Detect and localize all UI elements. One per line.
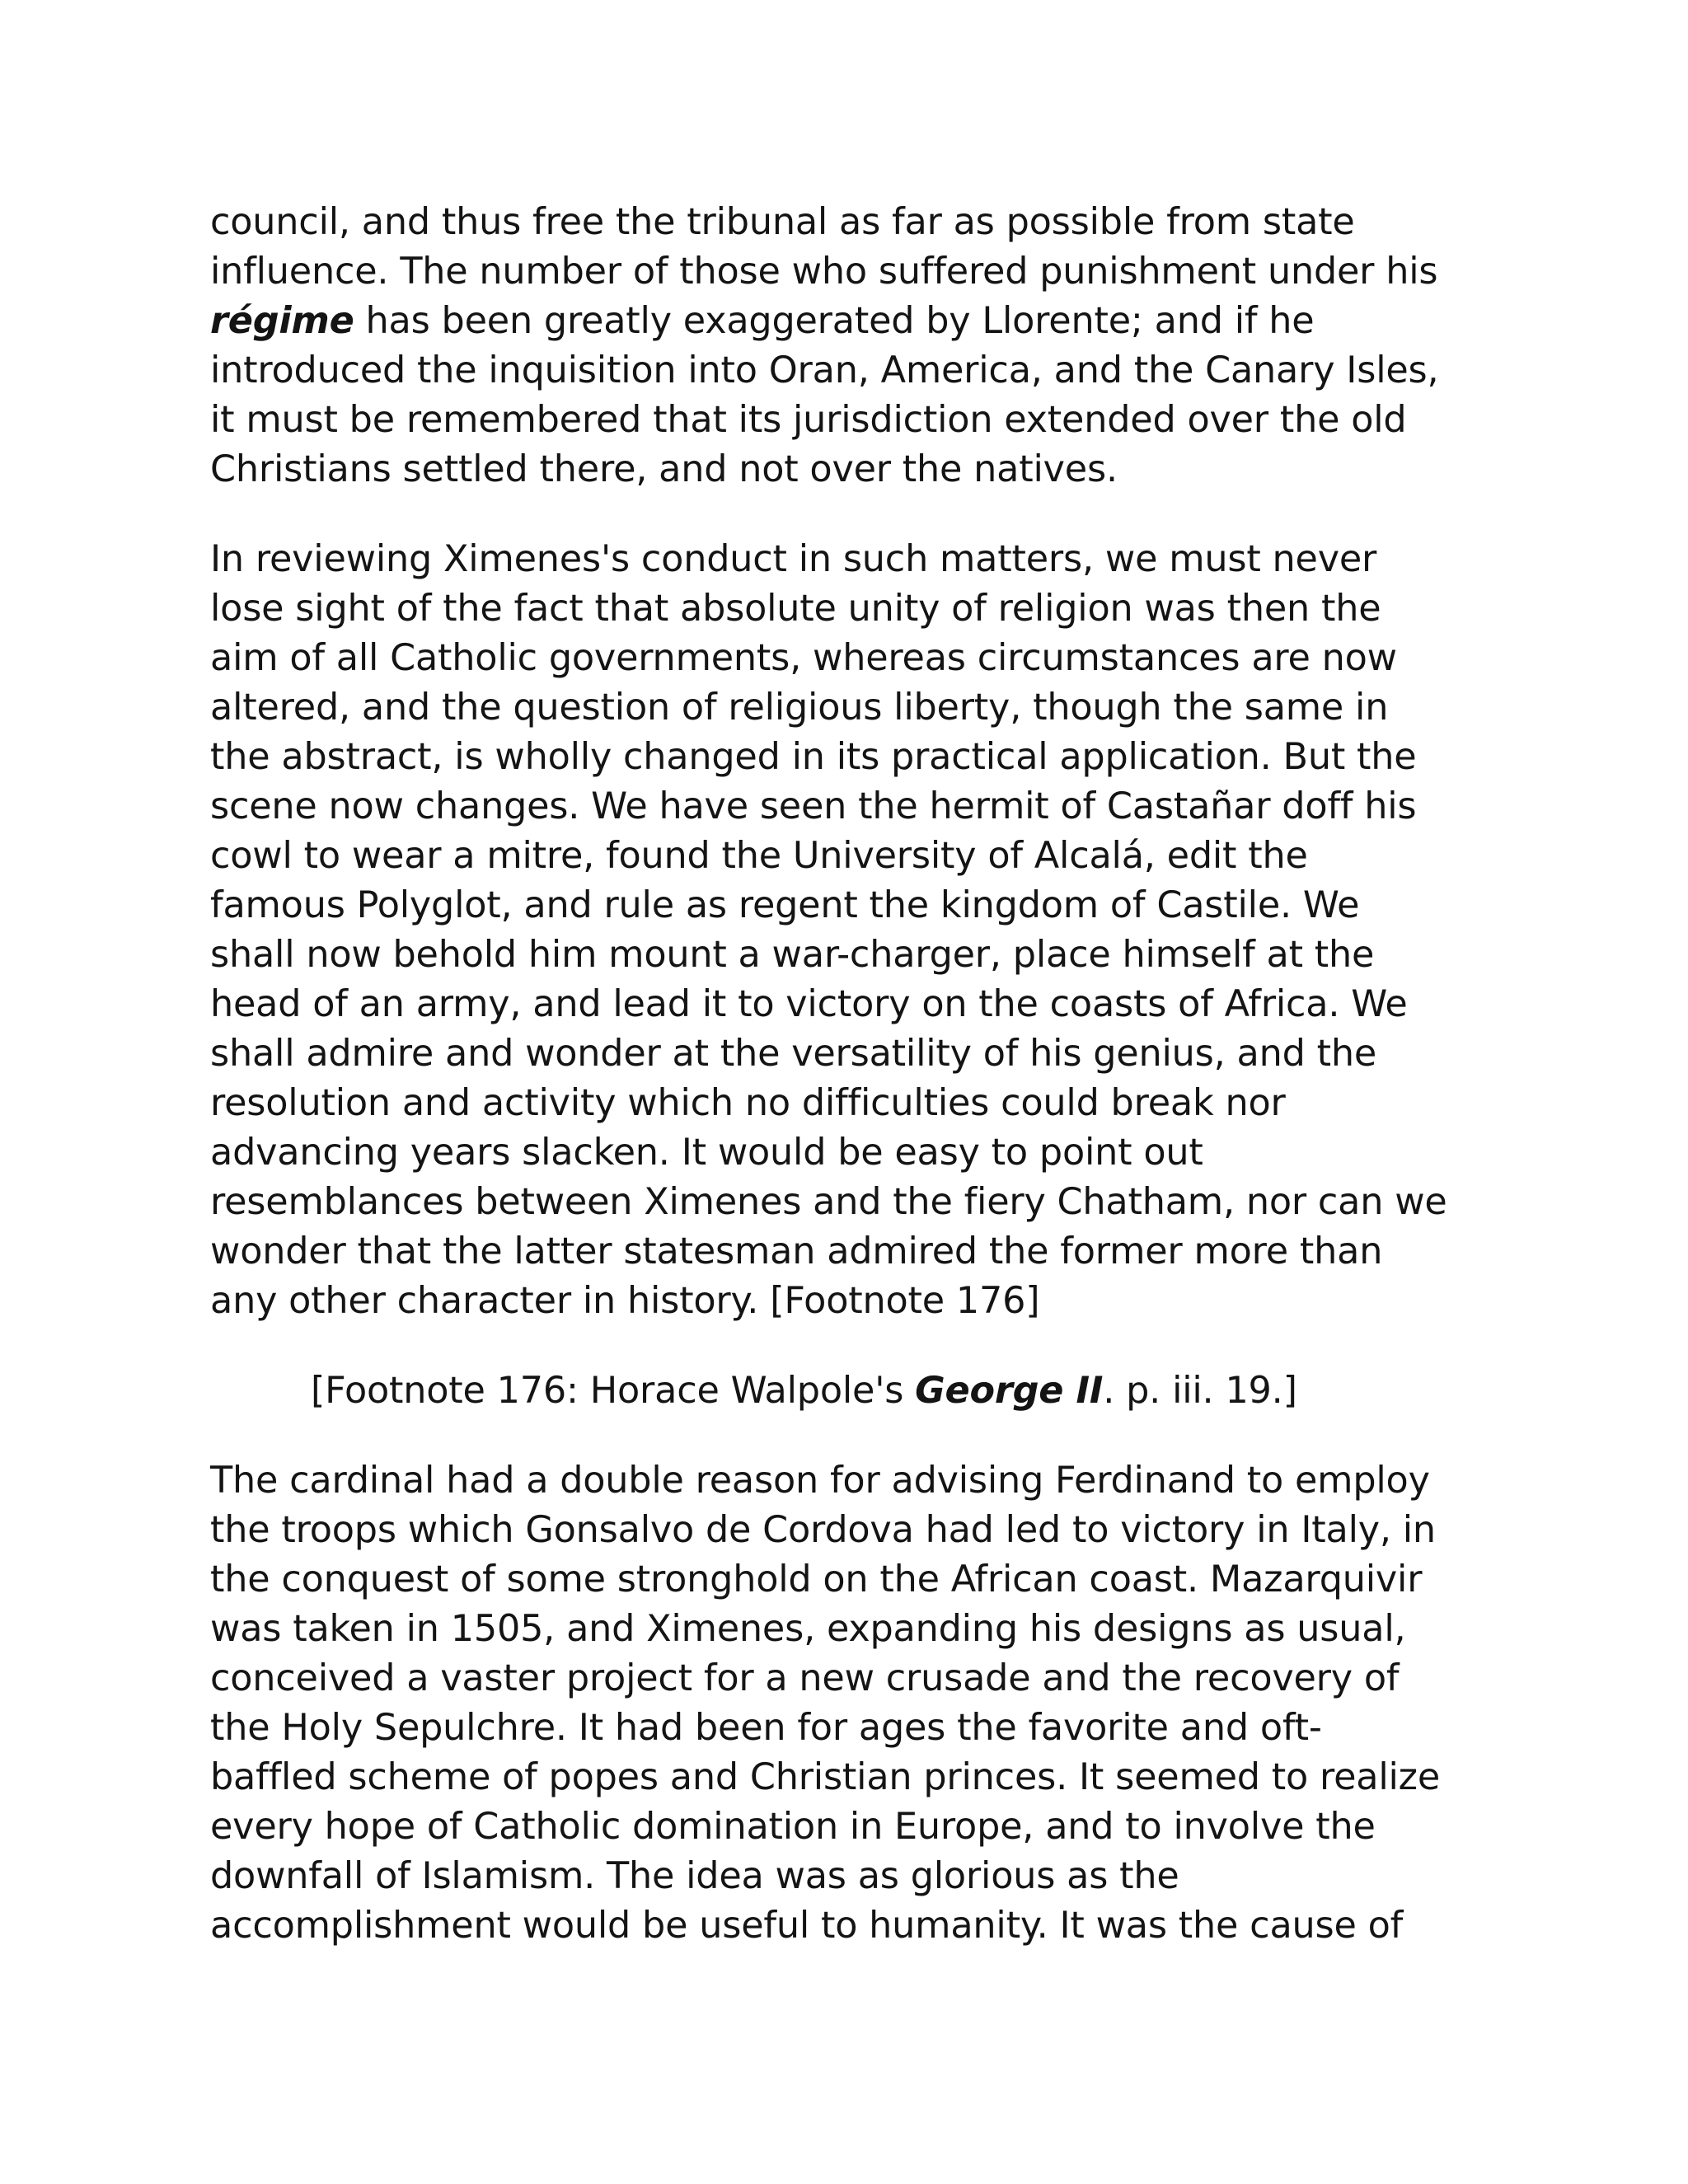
text-line: advancing years slacken. It would be easy to point out (210, 1132, 1203, 1174)
text-line: the abstract, is wholly changed in its practical application. But the (210, 736, 1417, 778)
text-span: . p. iii. 19.] (1103, 1370, 1297, 1412)
text-line: In reviewing Ximenes's conduct in such matters, we must never (210, 538, 1377, 580)
text-line: aim of all Catholic governments, whereas circumstances are now (210, 637, 1397, 679)
paragraph-1 (210, 198, 1496, 494)
text-line: the Holy Sepulchre. It had been for ages the favorite and oft- (210, 1707, 1322, 1749)
text-line: council, and thus free the tribunal as far as possible from state (210, 201, 1355, 243)
text-line: baffled scheme of popes and Christian princes. It seemed to realize (210, 1756, 1441, 1798)
text-line: the conquest of some stronghold on the African coast. Mazarquivir (210, 1558, 1423, 1601)
text-line: cowl to wear a mitre, found the University of Alcalá, edit the (210, 835, 1308, 877)
text-line: shall now behold him mount a war-charger, place himself at the (210, 934, 1375, 976)
text-line: influence. The number of those who suffered punishment under his (210, 251, 1438, 293)
paragraph-3 (210, 1456, 1496, 1951)
text-span: [Footnote 176: Horace Walpole's (311, 1370, 916, 1412)
text-line: was taken in 1505, and Ximenes, expanding his designs as usual, (210, 1608, 1406, 1650)
text-line: it must be remembered that its jurisdiction extended over the old (210, 399, 1407, 441)
text-line: head of an army, and lead it to victory on the coasts of Africa. We (210, 983, 1408, 1025)
emphasized-title: George II (915, 1370, 1104, 1412)
text-line: Christians settled there, and not over the natives. (210, 448, 1118, 490)
text-line: resemblances between Ximenes and the fiery Chatham, nor can we (210, 1181, 1447, 1223)
text-line: famous Polyglot, and rule as regent the kingdom of Castile. We (210, 884, 1360, 926)
text-line (311, 1366, 1496, 1416)
paragraph-2 (210, 535, 1496, 1326)
text-line: accomplishment would be useful to humanity. It was the cause of (210, 1905, 1404, 1947)
text-line: introduced the inquisition into Oran, America, and the Canary Isles, (210, 349, 1439, 391)
text-line: shall admire and wonder at the versatility of his genius, and the (210, 1033, 1377, 1075)
text-line: any other character in history. [Footnote 176] (210, 1280, 1040, 1322)
text-line: lose sight of the fact that absolute unity of religion was then the (210, 588, 1381, 630)
text-line: the troops which Gonsalvo de Cordova had led to victory in Italy, in (210, 1509, 1436, 1551)
text-line: every hope of Catholic domination in Europe, and to involve the (210, 1806, 1376, 1848)
text-span: has been greatly exaggerated by Llorente; and if he (354, 300, 1315, 342)
text-line: resolution and activity which no difficulties could break nor (210, 1082, 1286, 1124)
text-line: conceived a vaster project for a new crusade and the recovery of (210, 1657, 1400, 1699)
text-line: downfall of Islamism. The idea was as glorious as the (210, 1855, 1179, 1897)
text-line: scene now changes. We have seen the hermit of Castañar doff his (210, 785, 1417, 827)
emphasized-word: régime (210, 300, 354, 342)
text-line (210, 297, 1496, 346)
document-page (210, 198, 1496, 1991)
text-line: The cardinal had a double reason for advising Ferdinand to employ (210, 1460, 1430, 1502)
text-line: altered, and the question of religious liberty, though the same in (210, 687, 1389, 729)
text-line: wonder that the latter statesman admired the former more than (210, 1230, 1383, 1272)
footnote-176 (210, 1366, 1496, 1416)
